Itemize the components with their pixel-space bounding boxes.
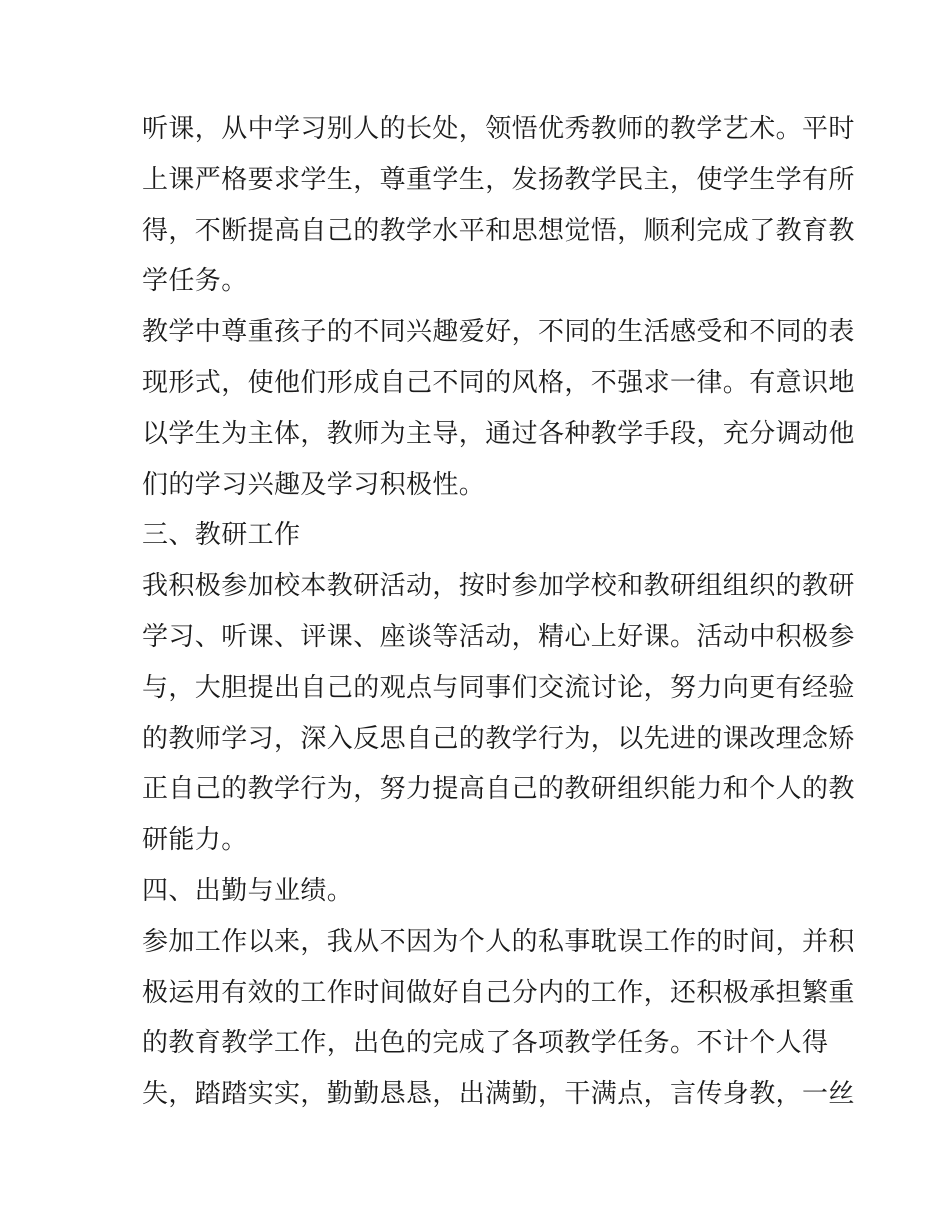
section-heading: 四、出勤与业绩。 (142, 875, 354, 906)
section-heading: 三、教研工作 (142, 520, 301, 551)
text-line: 研能力。 (142, 825, 248, 856)
text-line: 教学中尊重孩子的不同兴趣爱好，不同的生活感受和不同的表 (142, 317, 855, 348)
text-line: 与，大胆提出自己的观点与同事们交流讨论，努力向更有经验 (142, 672, 855, 703)
text-line: 上课严格要求学生，尊重学生，发扬教学民主，使学生学有所 (142, 164, 855, 195)
text-line: 听课，从中学习别人的长处，领悟优秀教师的教学艺术。平时 (142, 114, 855, 144)
text-line: 现形式，使他们形成自己不同的风格，不强求一律。有意识地 (142, 367, 855, 398)
text-line: 学任务。 (142, 266, 248, 297)
text-line: 以学生为主体，教师为主导，通过各种教学手段，充分调动他 (142, 418, 855, 449)
text-line: 参加工作以来，我从不因为个人的私事耽误工作的时间，并积 (142, 926, 855, 957)
text-line: 的教师学习，深入反思自己的教学行为，以先进的课改理念矫 (142, 723, 855, 754)
text-line: 正自己的教学行为，努力提高自己的教研组织能力和个人的教 (142, 774, 855, 805)
document-body (142, 104, 855, 1120)
text-line: 极运用有效的工作时间做好自己分内的工作，还积极承担繁重 (142, 977, 855, 1008)
text-line: 得，不断提高自己的教学水平和思想觉悟，顺利完成了教育教 (142, 215, 855, 246)
text-line: 们的学习兴趣及学习积极性。 (142, 469, 486, 500)
text-line: 我积极参加校本教研活动，按时参加学校和教研组组织的教研 (142, 571, 855, 602)
text-line: 的教育教学工作，出色的完成了各项教学任务。不计个人得 (142, 1028, 829, 1059)
text-line: 学习、听课、评课、座谈等活动，精心上好课。活动中积极参 (142, 621, 855, 652)
text-line: 失，踏踏实实，勤勤恳恳，出满勤，干满点，言传身教，一丝 (142, 1079, 855, 1110)
